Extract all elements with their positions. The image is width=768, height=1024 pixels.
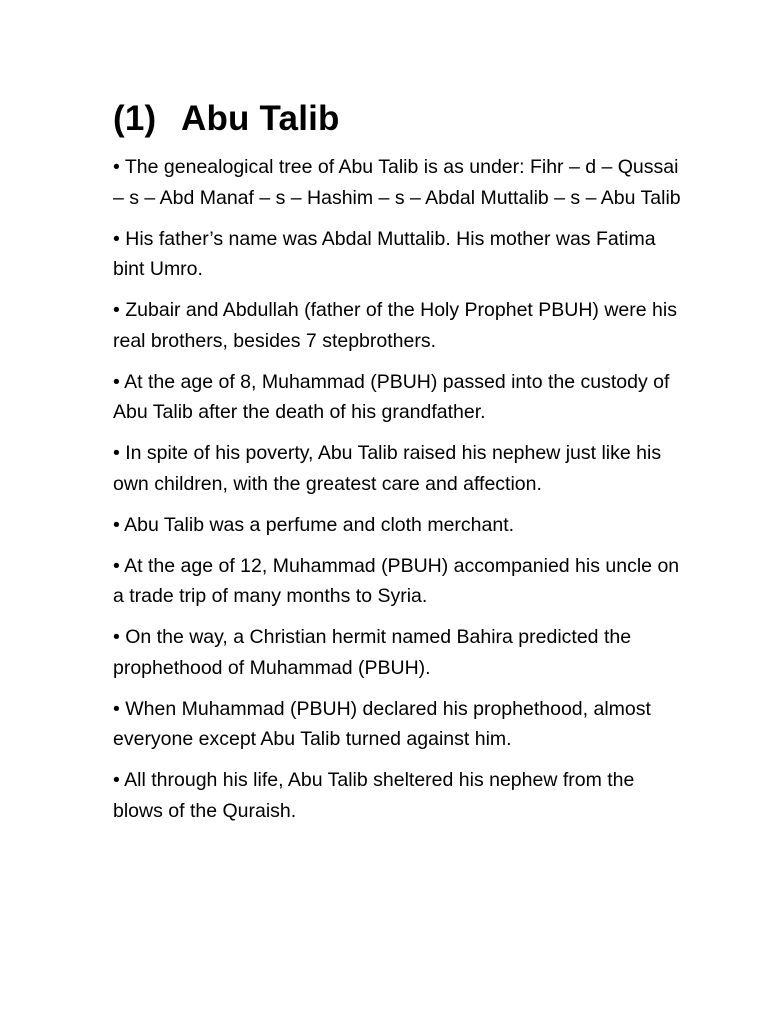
list-item: • In spite of his poverty, Abu Talib raised his nephew just like his own children, with the greatest care and affection. bbox=[113, 442, 662, 495]
heading-title: Abu Talib bbox=[181, 99, 340, 138]
list-item: • When Muhammad (PBUH) declared his prophethood, almost everyone except Abu Talib turned against him. bbox=[113, 697, 651, 750]
list-item: • Abu Talib was a perfume and cloth merchant. bbox=[113, 513, 515, 536]
list-item: • All through his life, Abu Talib sheltered his nephew from the blows of the Quraish. bbox=[113, 769, 635, 822]
list-item: • Zubair and Abdullah (father of the Holy Prophet PBUH) were his real brothers, besides 7 stepbrothers. bbox=[113, 299, 677, 352]
bullet-list bbox=[113, 152, 683, 826]
list-item: • The genealogical tree of Abu Talib is as under: Fihr – d – Qussai – s – Abd Manaf – s – Hashim – s – Abdal Muttalib – s – Abu Talib bbox=[113, 156, 681, 209]
page-title bbox=[113, 96, 683, 142]
list-item: • On the way, a Christian hermit named Bahira predicted the prophethood of Muhammad (PBUH). bbox=[113, 626, 632, 679]
list-item: • At the age of 8, Muhammad (PBUH) passed into the custody of Abu Talib after the death of his grandfather. bbox=[113, 370, 670, 423]
list-item: • At the age of 12, Muhammad (PBUH) accompanied his uncle on a trade trip of many months to Syria. bbox=[113, 554, 680, 607]
list-item: • His father’s name was Abdal Muttalib. His mother was Fatima bint Umro. bbox=[113, 227, 656, 280]
document-page bbox=[113, 96, 683, 837]
heading-number: (1) bbox=[113, 99, 157, 138]
